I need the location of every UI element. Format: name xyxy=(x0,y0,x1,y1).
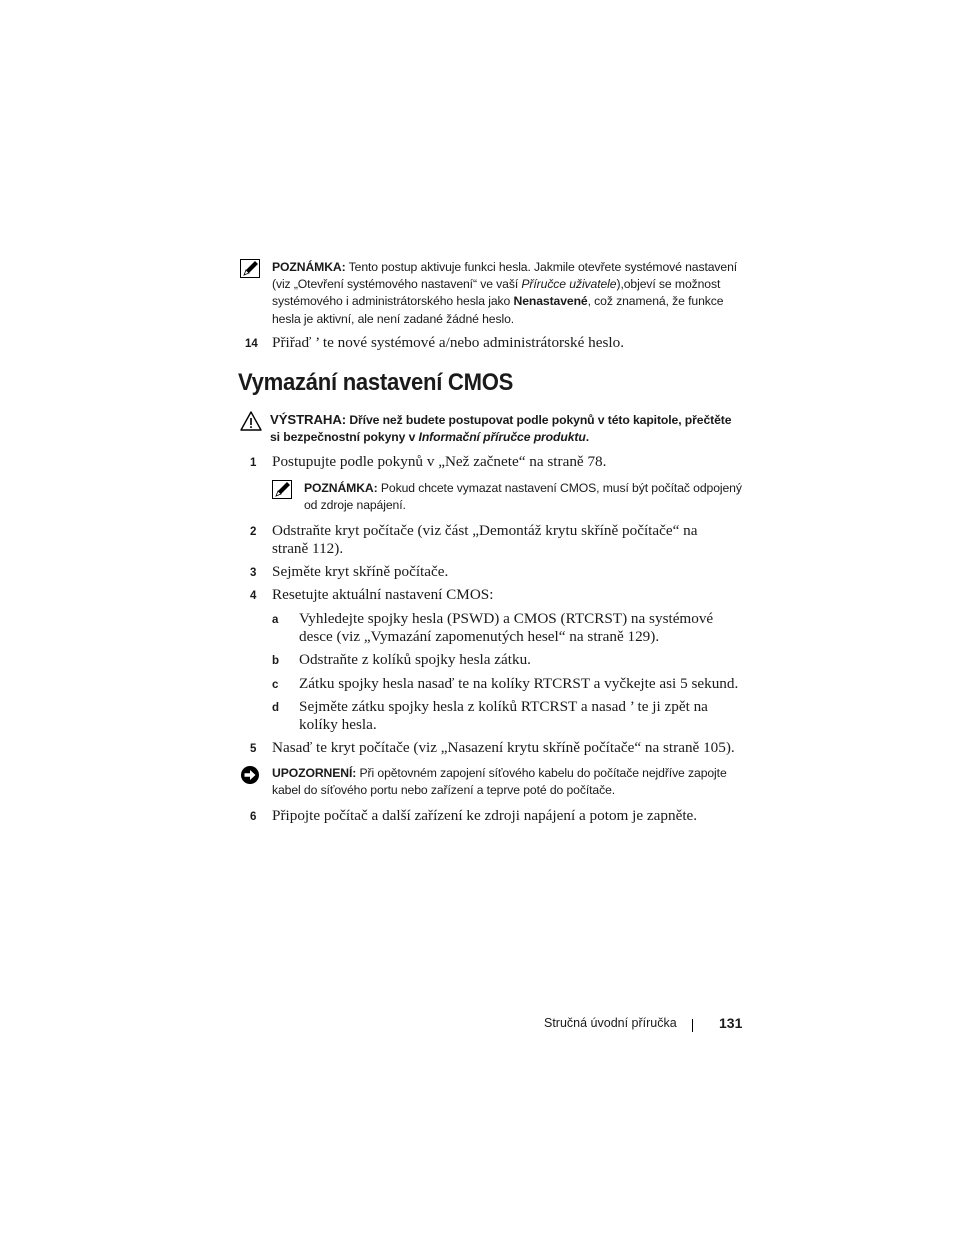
step-number: 2 xyxy=(250,526,257,538)
page-number: 131 xyxy=(719,1015,743,1031)
warning-text: VÝSTRAHA: Dříve než budete postupovat podle pokynů v této kapitole, přečtěte si bezpečnostní pokyny v Informační příručce produktu. xyxy=(270,412,732,445)
substep-text: Zátku spojky hesla nasaď te na kolíky RTCRST a vyčkejte asi 5 sekund. xyxy=(299,675,739,692)
substep-text: Odstraňte z kolíků spojky hesla zátku. xyxy=(299,651,531,668)
pencil-note-icon xyxy=(240,259,262,279)
step-text: Přiřaď ’ te nové systémové a/nebo administrátorské heslo. xyxy=(272,334,625,351)
caution-label: UPOZORNENÍ: xyxy=(272,766,357,780)
note-box xyxy=(272,480,742,514)
substep-letter: a xyxy=(272,614,279,626)
step-text: Nasaď te kryt počítače (viz „Nasazení krytu skříně počítače“ na straně 105). xyxy=(272,739,735,756)
section-heading: Vymazání nastavení CMOS xyxy=(238,369,514,396)
caution-text: UPOZORNENÍ: Při opětovném zapojení síťového kabelu do počítače nejdříve zapojte kabel do síťového portu nebo zařízení a teprve poté do počítače. xyxy=(272,766,727,798)
step-number: 14 xyxy=(245,338,258,350)
step-number: 6 xyxy=(250,811,257,823)
substep-letter: b xyxy=(272,655,280,667)
warning-label: VÝSTRAHA: xyxy=(270,412,347,427)
step-number: 5 xyxy=(250,743,257,755)
footer-title: Stručná úvodní příručka xyxy=(544,1016,677,1030)
note-box xyxy=(240,259,740,328)
note-label: POZNÁMKA: xyxy=(304,481,378,495)
substep-text: Vyhledejte spojky hesla (PSWD) a CMOS (RTCRST) na systémové desce (viz „Vymazání zapomenutých hesel“ na straně 129). xyxy=(299,610,714,645)
step-text: Odstraňte kryt počítače (viz část „Demontáž krytu skříně počítače“ na straně 112). xyxy=(272,522,698,557)
note-text: POZNÁMKA: Pokud chcete vymazat nastavení CMOS, musí být počítač odpojený od zdroje napájení. xyxy=(304,481,742,513)
step-number: 4 xyxy=(250,590,257,602)
note-text: POZNÁMKA: Tento postup aktivuje funkci hesla. Jakmile otevřete systémové nastavení (viz „Otevření systémového nastavení“ ve vaší Příručce uživatele),objeví se možnost systémového i administrátorského hesla jako Nenastavené, což znamená, že funkce hesla je aktivní, ale není zadané žádné heslo. xyxy=(272,260,738,326)
step-text: Připojte počítač a další zařízení ke zdroji napájení a potom je zapněte. xyxy=(272,807,698,824)
footer-divider xyxy=(692,1019,693,1032)
step-text: Sejměte kryt skříně počítače. xyxy=(272,563,449,580)
substep-text: Sejměte zátku spojky hesla z kolíků RTCRST a nasad ’ te ji zpět na kolíky hesla. xyxy=(299,698,708,733)
warning-triangle-icon xyxy=(240,411,262,431)
step-number: 1 xyxy=(250,457,257,469)
substep-letter: d xyxy=(272,702,280,714)
warning-box xyxy=(240,411,740,446)
step-number: 3 xyxy=(250,567,257,579)
note-label: POZNÁMKA: xyxy=(272,260,346,274)
caution-box xyxy=(240,765,740,799)
caution-arrow-icon xyxy=(240,765,262,785)
substep-letter: c xyxy=(272,679,279,691)
step-text: Resetujte aktuální nastavení CMOS: xyxy=(272,586,494,603)
step-text: Postupujte podle pokynů v „Než začnete“ na straně 78. xyxy=(272,453,607,470)
pencil-note-icon xyxy=(272,480,294,500)
